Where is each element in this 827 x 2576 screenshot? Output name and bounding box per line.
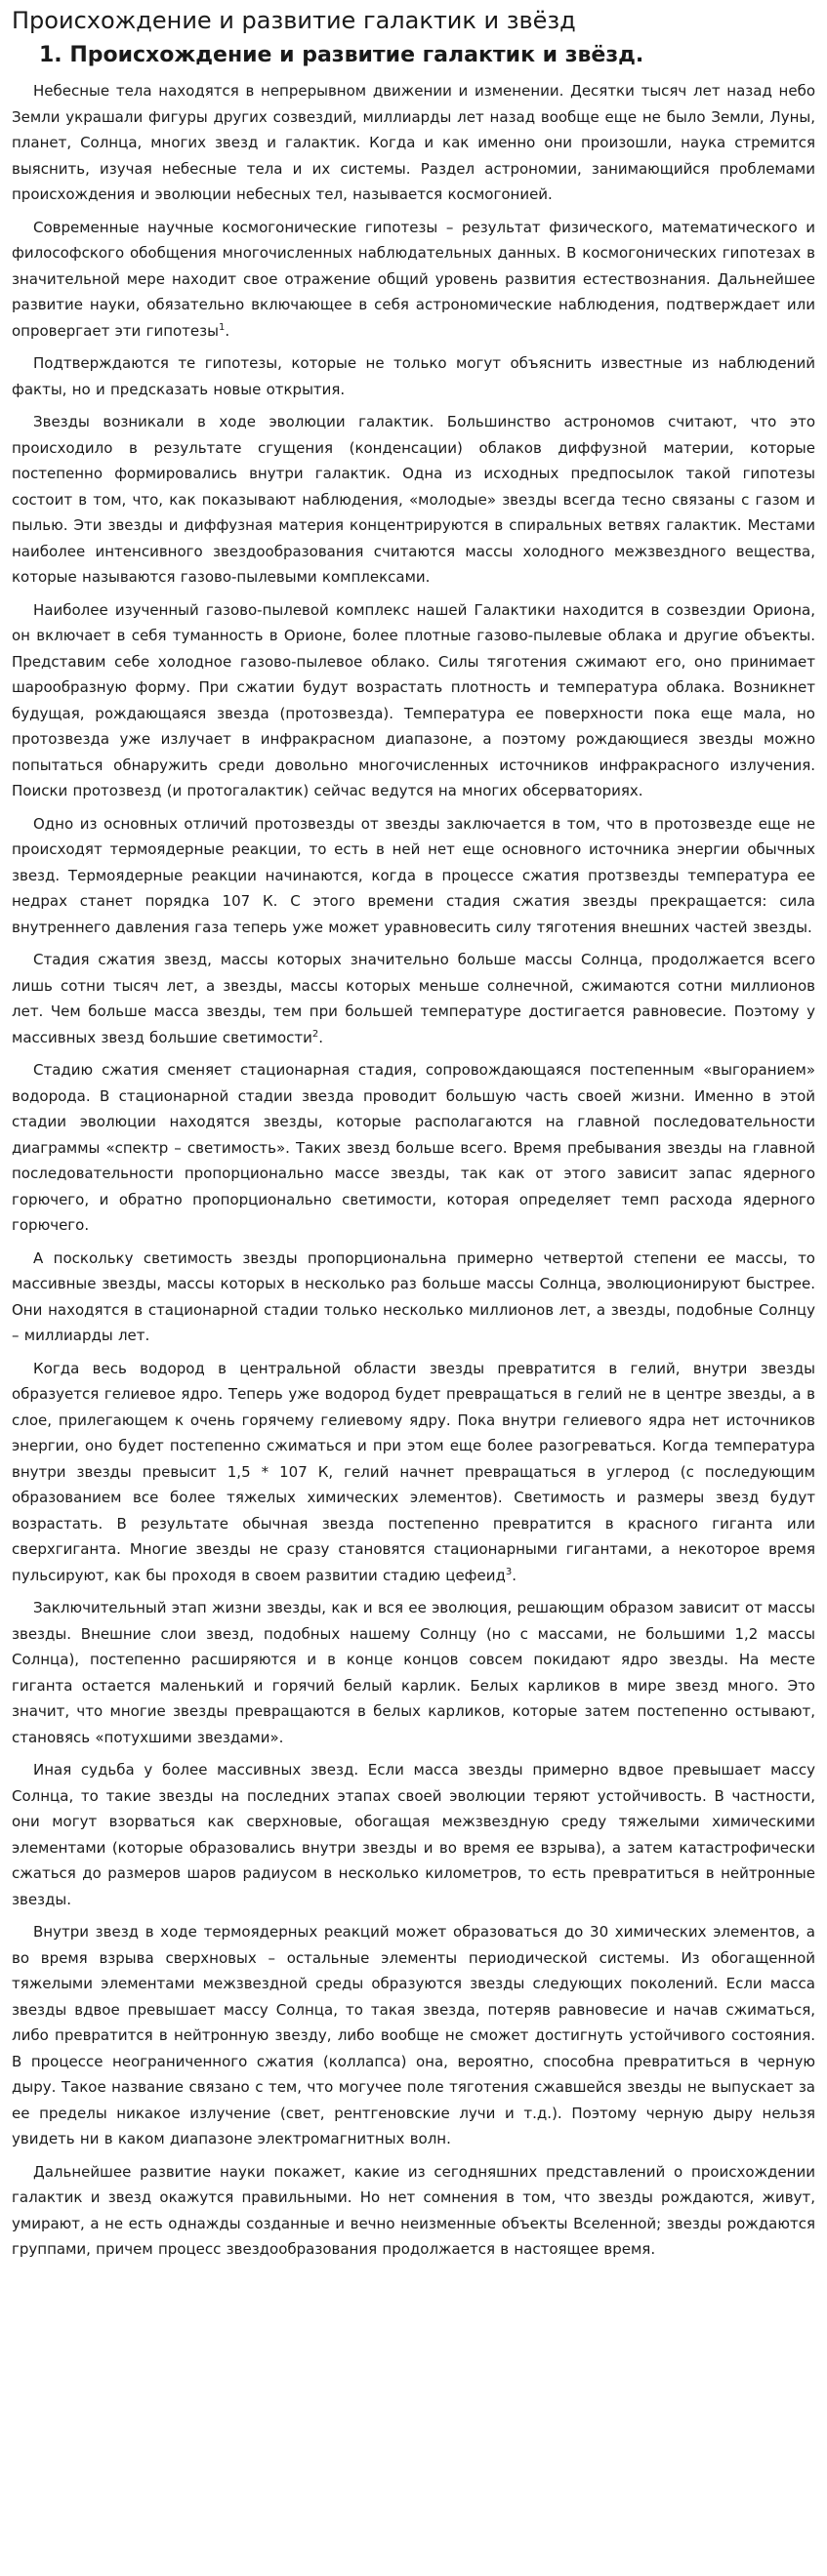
paragraph <box>12 1757 815 1912</box>
paragraph-text: Стадию сжатия сменяет стационарная стадия, сопровождающаяся постепенным «выгоранием» водорода. В стационарной стадии звезда проводит большую часть своей жизни. Именно в этой стадии эволюции находятся звезды, которые располагаются на главной последовательности диаграммы «спектр – светимость». Таких звезд больше всего. Время пребывания звезды на главной последовательности пропорционально массе звезды, так как от этого зависит запас ядерного горючего, и обратно пропорционально светимости, которая определяет темп расхода ядерного горючего. <box>12 1061 815 1234</box>
paragraph-text: Иная судьба у более массивных звезд. Если масса звезды примерно вдвое превышает массу Солнца, то такие звезды на последних этапах своей эволюции теряют устойчивость. В частности, они могут взорваться как сверхновые, обогащая межзвездную среду тяжелыми химическими элементами (которые образовались внутри звезды и во время ее взрыва), а затем катастрофически сжаться до размеров шаров радиусом в несколько километров, то есть превратиться в нейтронные звезды. <box>12 1761 815 1908</box>
paragraph <box>12 1595 815 1750</box>
footnote-ref: 2 <box>311 1028 319 1040</box>
paragraph-text: Когда весь водород в центральной области звезды превратится в гелий, внутри звезды образуется гелиевое ядро. Теперь уже водород будет превращаться в гелий не в центре звезды, а в слое, прилегающем к очень горячему гелиевому ядру. Пока внутри гелиевого ядра нет источников энергии, оно будет постепенно сжиматься и при этом еще более разогреваться. Когда температура внутри звезды превысит 1,5 * 107 К, гелий начнет превращаться в углерод (с последующим образованием все более тяжелых химических элементов). Светимость и размеры звезд будут возрастать. В результате обычная звезда постепенно превратится в красного гиганта или сверхгиганта. Многие звезды не сразу становятся стационарными гигантами, а некоторое время пульсируют, как бы проходя в своем развитии стадию цефеид <box>12 1359 815 1584</box>
paragraph <box>12 597 815 804</box>
paragraph-text: Наиболее изученный газово-пылевой комплекс нашей Галактики находится в созвездии Ориона, он включает в себя туманность в Орионе, более плотные газово-пылевые облака и другие объекты. Представим себе холодное газово-пылевое облако. Силы тяготения сжимают его, оно принимает шарообразную форму. При сжатии будут возрастать плотность и температура облака. Возникнет будущая, рождающаяся звезда (протозвезда). Температура ее поверхности пока еще мала, но протозвезда уже излучает в инфракрасном диапазоне, а поэтому рождающиеся звезды можно попытаться обнаружить среди довольно многочисленных источников инфракрасного излучения. Поиски протозвезд (и протогалактик) сейчас ведутся на многих обсерваториях. <box>12 600 815 799</box>
paragraph-text: Звезды возникали в ходе эволюции галактик. Большинство астрономов считают, что это происходило в результате сгущения (конденсации) облаков диффузной материи, которые постепенно формировались внутри галактик. Одна из исходных предпосылок такой гипотезы состоит в том, что, как показывают наблюдения, «молодые» звезды всегда тесно связаны с газом и пылью. Эти звезды и диффузная материя концентрируются в спиральных ветвях галактик. Местами наиболее интенсивного звездообразования считаются массы холодного межзвездного вещества, которые называются газово-пылевыми комплексами. <box>12 413 815 586</box>
paragraph-text: Заключительный этап жизни звезды, как и вся ее эволюция, решающим образом зависит от массы звезды. Внешние слои звезд, подобных нашему Солнцу (но с массами, не большими 1,2 массы Солнца), постепенно расширяются и в конце концов совсем покидают ядро звезды. На месте гиганта остается маленький и горячий белый карлик. Белых карликов в мире звезд много. Это значит, что многие звезды превращаются в белых карликов, которые затем постепенно остывают, становясь «потухшими звездами». <box>12 1599 815 1746</box>
paragraph-text: Одно из основных отличий протозвезды от звезды заключается в том, что в протозвезде еще не происходят термоядерные реакции, то есть в ней нет еще основного источника энергии обычных звезд. Термоядерные реакции начинаются, когда в процессе сжатия протзвезды температура ее недрах станет порядка 107 К. С этого времени стадия сжатия звезды прекращается: сила внутреннего давления газа теперь уже может уравновесить силу тяготения внешних частей звезды. <box>12 814 815 936</box>
footnote-ref: 3 <box>505 1566 513 1577</box>
paragraph-text: А поскольку светимость звезды пропорциональна примерно четвертой степени ее массы, то массивные звезды, массы которых в несколько раз больше массы Солнца, эволюционируют быстрее. Они находятся в стационарной стадии только несколько миллионов лет, а звезды, подобные Солнцу – миллиарды лет. <box>12 1248 815 1344</box>
section-heading: 1. Происхождение и развитие галактик и звёзд. <box>39 43 644 67</box>
paragraph <box>12 78 815 208</box>
paragraph: Современные научные космогонические гипотезы – результат физического, математического и философского обобщения многочисленных наблюдательных данных. В космогонических гипотезах в значительной мере находит свое отражение общий уровень развития естествознания. Дальнейшее развитие науки, обязательно включающее в себя астрономические наблюдения, подтверждает или опровергает эти гипотезы$^1$. <box>12 218 815 340</box>
paragraph-text: Подтверждаются те гипотезы, которые не только могут объяснить известные из наблюдений факты, но и предсказать новые открытия. <box>12 354 815 398</box>
paragraph-text: Небесные тела находятся в непрерывном движении и изменении. Десятки тысяч лет назад небо Земли украшали фигуры других созвездий, миллиарды лет назад вообще еще не было Земли, Луны, планет, Солнца, многих звезд и галактик. Когда и как именно они произошли, наука стремится выяснить, изучая небесные тела и их системы. Раздел астрономии, занимающийся проблемами происхождения и эволюции небесных тел, называется космогонией. <box>12 82 815 203</box>
paragraph <box>12 811 815 941</box>
paragraph <box>12 2159 815 2263</box>
paragraph-text: Внутри звезд в ходе термоядерных реакций может образоваться до 30 химических элементов, а во время взрыва сверхновых – остальные элементы периодической системы. Из обогащенной тяжелыми элементами межзвездной среды образуются звезды следующих поколений. Если масса звезды вдвое превышает массу Солнца, то такая звезда, потеряв равновесие и начав сжиматься, либо превратится в нейтронную звезду, либо вообще не сможет достигнуть устойчивого состояния. В процессе неограниченного сжатия (коллапса) она, вероятно, способна превратиться в черную дыру. Такое название связано с тем, что могучее поле тяготения сжавшейся звезды не выпускает за ее пределы никакое излучение (свет, рентгеновские лучи и т.д.). Поэтому черную дыру нельзя увидеть ни в каком диапазоне электромагнитных волн. <box>12 1923 815 2147</box>
paragraph <box>12 1057 815 1239</box>
paragraph-text: Дальнейшее развитие науки покажет, какие из сегодняшних представлений о происхождении галактик и звезд окажутся правильными. Но нет сомнения в том, что звезды рождаются, живут, умирают, а не есть однажды созданные и вечно неизменные объекты Вселенной; звезды рождаются группами, причем процесс звездообразования продолжается в настоящее время. <box>12 2162 815 2258</box>
paragraph-list <box>12 78 815 2263</box>
paragraph <box>12 350 815 402</box>
page-title: Происхождение и развитие галактик и звёзд <box>12 7 576 34</box>
paragraph <box>12 1919 815 2152</box>
paragraph: Стадия сжатия звезд, массы которых значительно больше массы Солнца, продолжается всего лишь сотни тысяч лет, а звезды, массы которых меньше солнечной, сжимаются сотни миллионов лет. Чем больше масса звезды, тем при большей температуре достигается равновесие. Поэтому у массивных звезд большие светимости$^2$. <box>12 951 815 1046</box>
paragraph-text: Современные научные космогонические гипотезы – результат физического, математического и философского обобщения многочисленных наблюдательных данных. В космогонических гипотезах в значительной мере находит свое отражение общий уровень развития естествознания. Дальнейшее развитие науки, обязательно включающее в себя астрономические наблюдения, подтверждает или опровергает эти гипотезы <box>12 218 815 340</box>
footnote-ref: 1 <box>218 321 226 333</box>
paragraph: Когда весь водород в центральной области звезды превратится в гелий, внутри звезды образуется гелиевое ядро. Теперь уже водород будет превращаться в гелий не в центре звезды, а в слое, прилегающем к очень горячему гелиевому ядру. Пока внутри гелиевого ядра нет источников энергии, оно будет постепенно сжиматься и при этом еще более разогреваться. Когда температура внутри звезды превысит 1,5 * 107 К, гелий начнет превращаться в углерод (с последующим образованием все более тяжелых химических элементов). Светимость и размеры звезд будут возрастать. В результате обычная звезда постепенно превратится в красного гиганта или сверхгиганта. Многие звезды не сразу становятся стационарными гигантами, а некоторое время пульсируют, как бы проходя в своем развитии стадию цефеид$^3$. <box>12 1359 815 1584</box>
paragraph-text: Стадия сжатия звезд, массы которых значительно больше массы Солнца, продолжается всего лишь сотни тысяч лет, а звезды, массы которых меньше солнечной, сжимаются сотни миллионов лет. Чем больше масса звезды, тем при большей температуре достигается равновесие. Поэтому у массивных звезд большие светимости <box>12 951 815 1046</box>
paragraph <box>12 409 815 591</box>
paragraph <box>12 1246 815 1349</box>
